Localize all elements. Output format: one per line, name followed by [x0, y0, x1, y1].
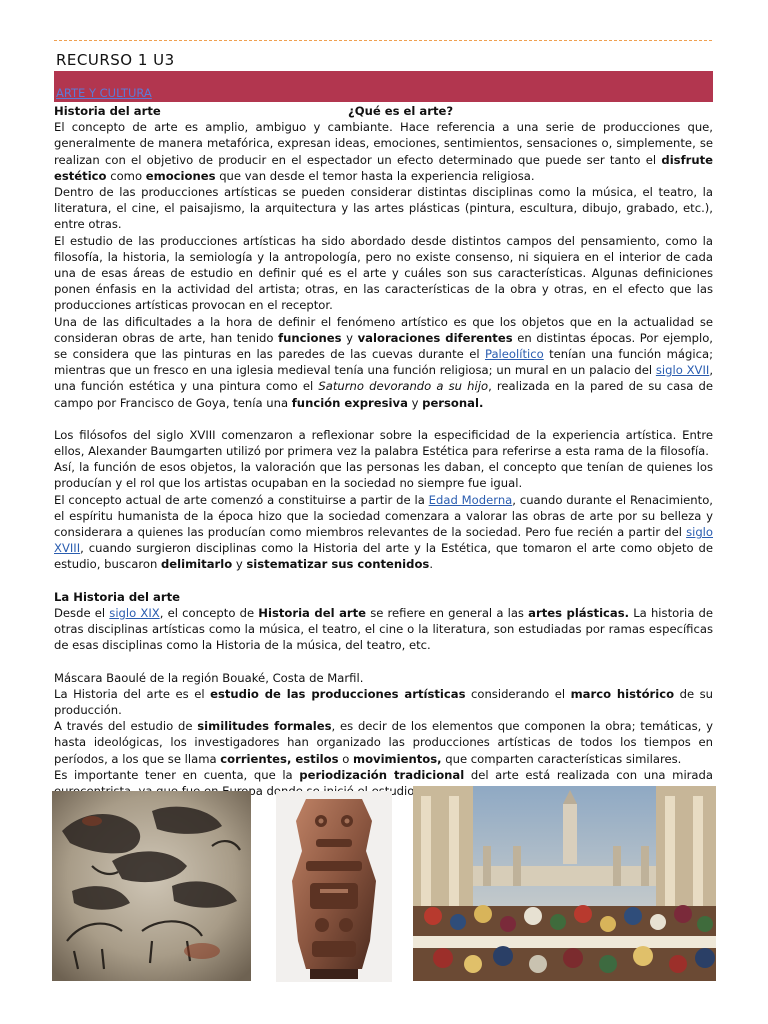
- renaissance-feast-painting-image: [413, 786, 716, 981]
- aztec-sculpture-image: [276, 791, 392, 982]
- section-band: [54, 71, 713, 102]
- document-body: [54, 103, 713, 799]
- paragraph-7: El concepto actual de arte comenzó a constituirse a partir de la Edad Moderna, cuando durante el Renacimiento, el espíritu humanista de la época hizo que la sociedad comenzara a valorar las obras de arte por su belleza y considerara a quienes las producían como miembros relevantes de la sociedad. Pero fue recién a partir del siglo XVIII, cuando surgieron disciplinas como la Historia del arte y la Estética, que tomaron el arte como objeto de estudio, buscaron delimitarlo y sistematizar sus contenidos.: [54, 492, 713, 572]
- siglo-xvii-link[interactable]: siglo XVII: [655, 363, 710, 378]
- paragraph-3: El estudio de las producciones artísticas ha sido abordado desde distintos campos del pensamiento, como la filosofía, la historia, la semiología y la antropología, pero no existe consenso, ni siquiera en el interior de cada una de esas áreas de estudio en definir qué es el arte y cuáles son sus características. Algunas definiciones ponen énfasis en la actividad del artista; otras, en las características de la obra y otras, en el efecto que las producciones artísticas provocan en el receptor.: [54, 233, 713, 313]
- siglo-xix-link[interactable]: siglo XIX: [109, 605, 160, 620]
- document-title: RECURSO 1 U3: [56, 51, 175, 69]
- paragraph-8: Desde el siglo XIX, el concepto de Historia del arte se refiere en general a las artes plásticas. La historia de otras disciplinas artísticas como la música, el teatro, el cine o la literatura, son estudiadas por ramas específicas de esas disciplinas como la Historia de la música, del teatro, etc.: [54, 605, 713, 653]
- heading-que-es-el-arte: ¿Qué es el arte?: [348, 104, 454, 118]
- paragraph-6: Así, la función de esos objetos, la valoración que las personas les daban, el concepto que tenían de quienes los producían y el rol que los artistas ocupaban en la sociedad no siempre fue igual.: [54, 460, 713, 491]
- paragraph-10: A través del estudio de similitudes formales, es decir de los elementos que componen la obra; temáticas, y hasta ideológicas, los investigadores han organizado las producciones artísticas de todos los tiempos en períodos, a los que se llama corrientes, estilos o movimientos, que comparten características similares.: [54, 719, 713, 766]
- arte-y-cultura-link[interactable]: ARTE Y CULTURA: [56, 86, 152, 100]
- heading-historia-del-arte: Historia del arte: [54, 104, 161, 118]
- header-dashed-rule: [54, 40, 712, 41]
- paragraph-11: Es importante tener en cuenta, que la periodización tradicional del arte está realizada con una mirada estudio: [54, 767, 714, 798]
- cave-painting-image: [52, 791, 251, 981]
- paleolitico-link[interactable]: Paleolítico: [484, 347, 544, 362]
- paragraph-4: Una de las dificultades a la hora de definir el fenómeno artístico es que los objetos que en la actualidad se consideran obras de arte, han tenido funciones y valoraciones diferentes en distintas épocas. Por ejemplo, se considera que las pinturas en las paredes de las cuevas durante el Paleolítico tenían una función mágica; mientras que un fresco en una iglesia medieval tenía una función religiosa; un mural en un palacio del siglo XVII, una función estética y una pintura como el Saturno devorando a su hijo, realizada en la pared de su casa de campo por Francisco de Goya, tenía una función expresiva y personal.: [54, 314, 713, 410]
- paragraph-5: Los filósofos del siglo XVIII comenzaron a reflexionar sobre la especificidad de la experiencia artística. Entre ellos, Alexander Baumgarten utilizó por primera vez la palabra Estética para referirse a esta rama de la filosofía.: [54, 427, 713, 459]
- paragraph-9: La Historia del arte es el estudio de las producciones artísticas considerando el marco histórico de su producción.: [54, 686, 713, 717]
- edad-moderna-link[interactable]: Edad Moderna: [428, 492, 513, 507]
- paragraph-2: Dentro de las producciones artísticas se pueden considerar distintas disciplinas como la música, el teatro, la literatura, el cine, el paisajismo, la arquitectura y las artes plásticas (pintura, escultura, dibujo, grabado, etc.), entre otras.: [54, 185, 713, 232]
- paragraph-1: El concepto de arte es amplio, ambiguo y cambiante. Hace referencia a una serie de producciones que, generalmente de manera metafórica, expresan ideas, emociones, sentimientos, sensaciones o, simplemente, se realizan con el objetivo de producir en el espectador un efecto determinado que puede ser tanto el disfrute estético como emociones que van desde el temor hasta la experiencia religiosa.: [54, 120, 713, 183]
- siglo-xviii-link[interactable]: siglo XVIII: [54, 525, 713, 556]
- section-heading-la-historia-del-arte: La Historia del arte: [54, 589, 181, 604]
- mask-caption: Máscara Baoulé de la región Bouaké, Costa de Marfil.: [54, 670, 364, 685]
- heading-row: [54, 103, 713, 119]
